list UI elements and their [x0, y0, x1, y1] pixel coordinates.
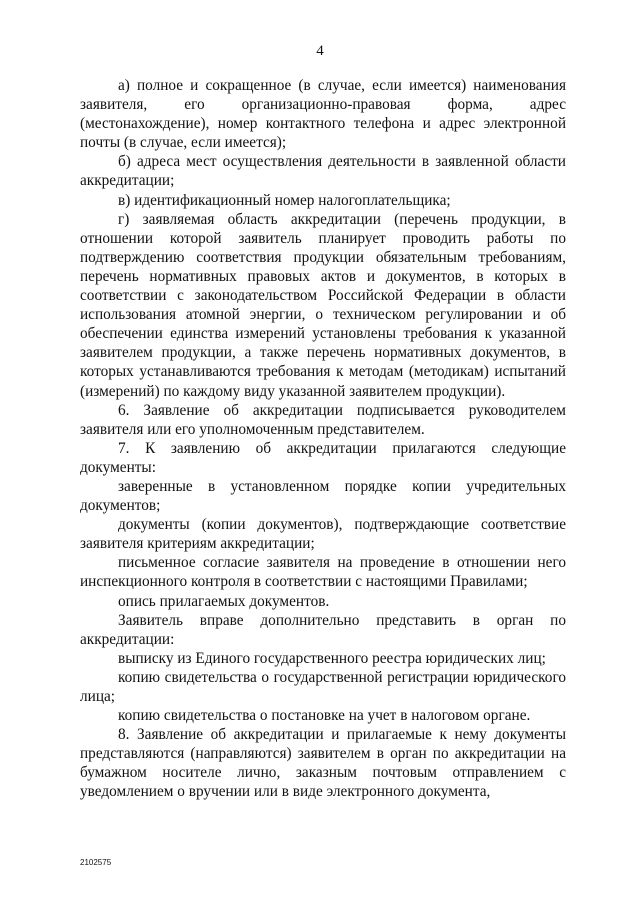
footer-code: 2102575 — [80, 858, 112, 867]
paragraph-criteria-documents: документы (копии документов), подтверждающие соответствие заявителя критериям аккредитации; — [80, 516, 566, 553]
paragraph-item-8: 8. Заявление об аккредитации и прилагаемые к нему документы представляются (направляются) заявителем в орган по аккредитации на бумажном носителе лично, заказным почтовым отправлением с уведомлением о вручении или в виде электронного документа, — [80, 726, 566, 801]
paragraph-registration-certificate: копию свидетельства о государственной регистрации юридического лица; — [80, 668, 566, 705]
paragraph-registry-extract: выписку из Единого государственного реестра юридических лиц; — [118, 649, 546, 667]
paragraph-written-consent: письменное согласие заявителя на проведение в отношении него инспекционного контроля в соответствии с настоящими Правилами; — [80, 554, 566, 591]
paragraph-accreditation-scope: г) заявляемая область аккредитации (перечень продукции, в отношении которой заявитель планирует проводить работы по подтверждению соответствия продукции обязательным требованиям, перечень нормативных правовых актов и документов, в которых в соответствии с законодательством Российской Федерации в области использования атомной энергии, о техническом регулировании и об обеспечении единства измерений установлены требования к указанной заявителем продукции, а также перечень нормативных документов, в которых устанавливаются требования к методам (методикам) испытаний (измерений) по каждому виду указанной заявителем продукции). — [80, 210, 566, 400]
page-number: 4 — [316, 43, 324, 59]
paragraph-optional-documents: Заявитель вправе дополнительно представить в орган по аккредитации: — [80, 611, 566, 648]
paragraph-taxpayer-id: в) идентификационный номер налогоплательщика; — [118, 191, 451, 209]
paragraph-inventory: опись прилагаемых документов. — [118, 592, 330, 610]
document-body — [80, 76, 566, 802]
paragraph-tax-certificate: копию свидетельства о постановке на учет в налоговом органе. — [118, 707, 531, 725]
paragraph-founding-documents: заверенные в установленном порядке копии учредительных документов; — [80, 477, 566, 515]
paragraph-item-6: 6. Заявление об аккредитации подписывается руководителем заявителя или его уполномоченным представителем. — [80, 401, 566, 438]
paragraph-applicant-name: а) полное и сокращенное (в случае, если имеется) наименования заявителя, его организационно-правовая форма, адрес (местонахождение), номер контактного телефона и адрес электронной почты (в случае, если имеется); — [80, 77, 566, 152]
paragraph-activity-addresses: б) адреса мест осуществления деятельности в заявленной области аккредитации; — [80, 153, 566, 190]
paragraph-item-7: 7. К заявлению об аккредитации прилагаются следующие документы: — [80, 439, 566, 476]
